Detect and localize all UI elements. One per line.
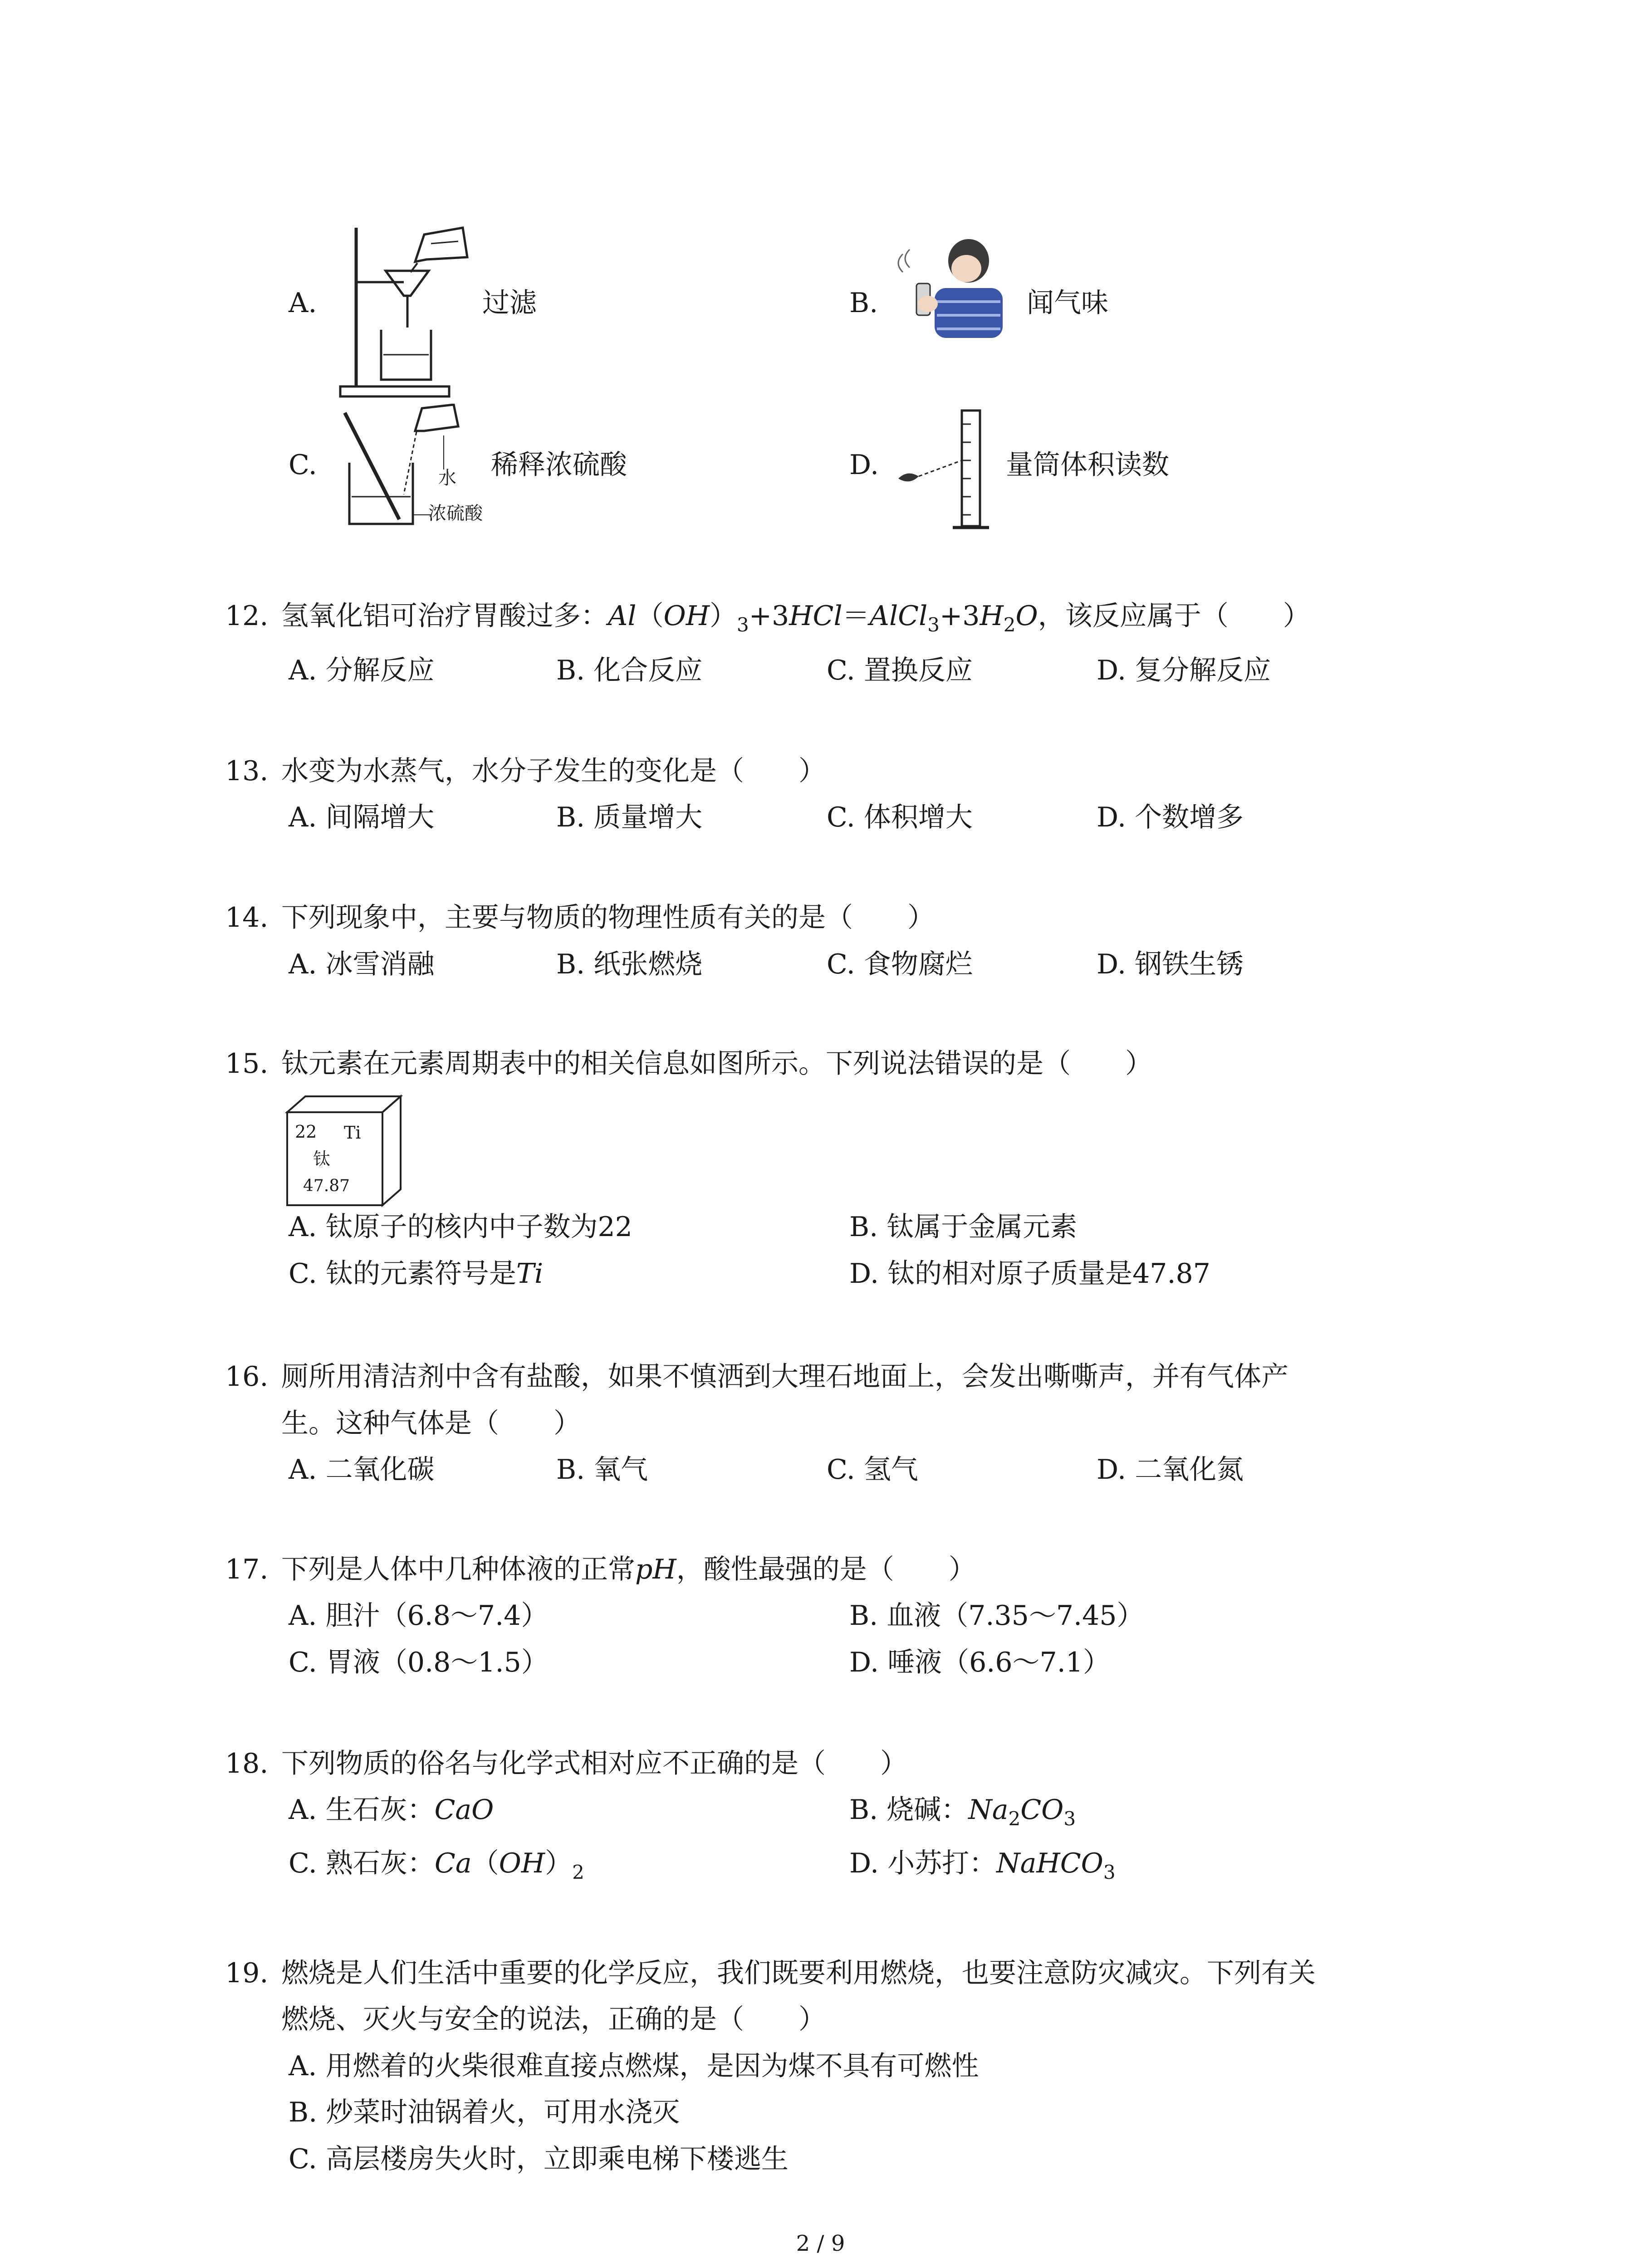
q19-stem-line1: 燃烧是人们生活中重要的化学反应，我们既要利用燃烧，也要注意防灾减灾。下列有关 bbox=[281, 1957, 1316, 1989]
smelling-gas-person-icon bbox=[892, 236, 1009, 340]
q14-number: 14. bbox=[225, 902, 269, 934]
q12-number: 12. bbox=[225, 600, 269, 632]
element-atomic-number: 22 bbox=[295, 1122, 317, 1142]
q16-option-b: B. 氧气 bbox=[556, 1454, 648, 1486]
q17-option-b: B. 血液（7.35～7.45） bbox=[849, 1600, 1144, 1632]
q13-option-c: C. 体积增大 bbox=[827, 802, 973, 833]
q18-option-d: D. 小苏打：NaHCO$_3$ bbox=[849, 1848, 1116, 1883]
q16-option-d: D. 二氧化氮 bbox=[1097, 1454, 1244, 1486]
q13-number: 13. bbox=[225, 755, 269, 787]
q14-option-a: A. 冰雪消融 bbox=[289, 948, 435, 980]
element-card bbox=[285, 1094, 403, 1207]
graduated-cylinder-reading-icon bbox=[894, 406, 1003, 538]
q16-option-a: A. 二氧化碳 bbox=[289, 1454, 435, 1486]
q11-option-d-letter: D. bbox=[849, 449, 879, 481]
filtration-apparatus-icon bbox=[336, 223, 481, 400]
q17-option-d: D. 唾液（6.6～7.1） bbox=[849, 1647, 1110, 1678]
q11-option-b-caption: 闻气味 bbox=[1027, 287, 1108, 319]
q17-number: 17. bbox=[225, 1554, 269, 1585]
element-mass: 47.87 bbox=[303, 1177, 350, 1195]
q12-option-b: B. 化合反应 bbox=[556, 655, 703, 686]
q14-stem: 下列现象中，主要与物质的物理性质有关的是（ ） bbox=[281, 902, 935, 934]
q16-option-c: C. 氢气 bbox=[827, 1454, 918, 1486]
q15-option-b: B. 钛属于金属元素 bbox=[849, 1211, 1078, 1243]
q19-number: 19. bbox=[225, 1957, 269, 1989]
q11-option-c-caption: 稀释浓硫酸 bbox=[491, 449, 627, 481]
q12-option-a: A. 分解反应 bbox=[289, 655, 435, 686]
q18-stem: 下列物质的俗名与化学式相对应不正确的是（ ） bbox=[281, 1748, 907, 1779]
q15-option-c: C. 钛的元素符号是Ti bbox=[289, 1258, 544, 1290]
q16-stem-line2: 生。这种气体是（ ） bbox=[281, 1408, 581, 1439]
q13-option-b: B. 质量增大 bbox=[556, 802, 703, 833]
q13-option-d: D. 个数增多 bbox=[1097, 802, 1244, 833]
q18-option-b: B. 烧碱：$Na_2CO_3$ bbox=[849, 1794, 1076, 1830]
q14-option-c: C. 食物腐烂 bbox=[827, 948, 973, 980]
q13-option-a: A. 间隔增大 bbox=[289, 802, 435, 833]
q19-option-b: B. 炒菜时油锅着火，可用水浇灭 bbox=[289, 2097, 680, 2128]
q12-option-d: D. 复分解反应 bbox=[1097, 655, 1271, 686]
q11-option-a-letter: A. bbox=[289, 287, 317, 319]
q11-label-acid: 浓硫酸 bbox=[428, 503, 483, 524]
element-name: 钛 bbox=[313, 1149, 331, 1169]
element-symbol: Ti bbox=[344, 1123, 361, 1143]
q18-option-a: A. 生石灰：CaO bbox=[289, 1794, 494, 1826]
q15-stem: 钛元素在元素周期表中的相关信息如图所示。下列说法错误的是（ ） bbox=[281, 1048, 1152, 1080]
q11-label-water: 水 bbox=[438, 468, 456, 489]
q11-option-a-caption: 过滤 bbox=[482, 287, 537, 319]
q18-number: 18. bbox=[225, 1748, 269, 1779]
q17-stem: 下列是人体中几种体液的正常pH，酸性最强的是（ ） bbox=[281, 1554, 976, 1585]
q12-stem: 氢氧化铝可治疗胃酸过多：$Al(OH)_3+3HCl=AlCl_3+3H_2O$，该反应属于（ ） bbox=[281, 600, 1310, 636]
q15-option-a: A. 钛原子的核内中子数为22 bbox=[289, 1211, 632, 1243]
q15-number: 15. bbox=[225, 1048, 269, 1080]
q17-option-c: C. 胃液（0.8～1.5） bbox=[289, 1647, 549, 1678]
q16-stem-line1: 厕所用清洁剂中含有盐酸，如果不慎洒到大理石地面上，会发出嘶嘶声，并有气体产 bbox=[281, 1361, 1288, 1393]
q15-option-d: D. 钛的相对原子质量是47.87 bbox=[849, 1258, 1210, 1290]
q19-option-c: C. 高层楼房失火时，立即乘电梯下楼逃生 bbox=[289, 2143, 789, 2175]
q11-option-c-letter: C. bbox=[289, 449, 317, 481]
q18-option-c: C. 熟石灰：$Ca(OH)_2$ bbox=[289, 1848, 584, 1883]
q17-option-a: A. 胆汁（6.8～7.4） bbox=[289, 1600, 549, 1632]
q14-option-b: B. 纸张燃烧 bbox=[556, 948, 703, 980]
q16-number: 16. bbox=[225, 1361, 269, 1393]
q19-option-a: A. 用燃着的火柴很难直接点燃煤，是因为煤不具有可燃性 bbox=[289, 2050, 979, 2082]
q12-option-c: C. 置换反应 bbox=[827, 655, 973, 686]
page-number: 2 / 9 bbox=[796, 2231, 845, 2256]
q11-option-d-caption: 量筒体积读数 bbox=[1006, 449, 1169, 481]
q13-stem: 水变为水蒸气，水分子发生的变化是（ ） bbox=[281, 755, 826, 787]
q19-stem-line2: 燃烧、灭火与安全的说法，正确的是（ ） bbox=[281, 2004, 826, 2035]
q14-option-d: D. 钢铁生锈 bbox=[1097, 948, 1244, 980]
q11-option-b-letter: B. bbox=[849, 287, 878, 319]
